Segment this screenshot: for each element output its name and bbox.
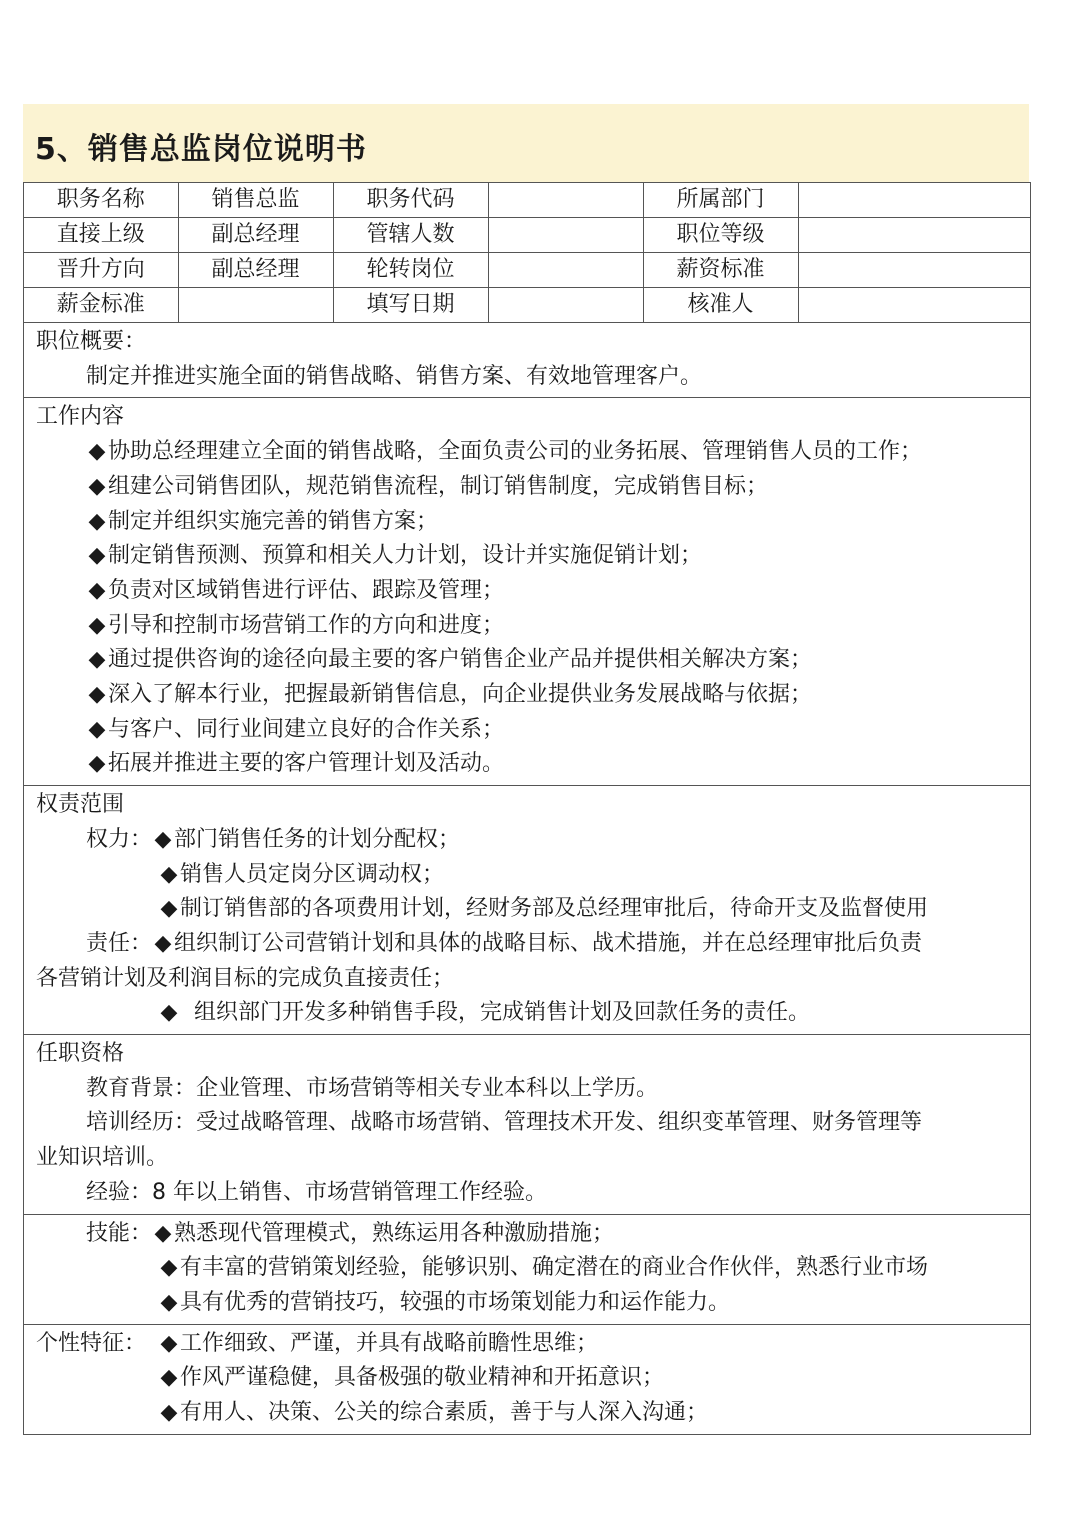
- list-item: ◆ 制定销售预测、预算和相关人力计划，设计并实施促销计划；: [36, 539, 1018, 574]
- page-title: 5、销售总监岗位说明书: [35, 132, 367, 167]
- bullet-icon: ◆: [160, 896, 178, 922]
- skills-section: [24, 1215, 1030, 1325]
- overview-section: [24, 323, 1030, 398]
- section-title: 任职资格: [36, 1041, 125, 1067]
- personality-section: [24, 1325, 1030, 1435]
- field-value: [488, 218, 643, 253]
- list-item: ◆ 有用人、决策、公关的综合素质，善于与人深入沟通；: [36, 1396, 1018, 1431]
- bullet-icon: ◆: [160, 1400, 178, 1426]
- bullet-icon: ◆: [88, 751, 106, 777]
- bullet-icon: ◆: [88, 612, 106, 638]
- field-label: 薪资标准: [643, 253, 798, 288]
- list-item: ◆ 有丰富的营销策划经验，能够识别、确定潜在的商业合作伙伴，熟悉行业市场: [36, 1251, 1018, 1286]
- training-continuation: 业知识培训。: [36, 1145, 169, 1171]
- list-item: ◆ 负责对区域销售进行评估、跟踪及管理；: [36, 574, 1018, 609]
- list-item: ◆ 与客户、同行业间建立良好的合作关系；: [36, 713, 1018, 748]
- field-label: 轮转岗位: [333, 253, 488, 288]
- field-label: 核准人: [643, 288, 798, 323]
- table-row: [24, 218, 1030, 253]
- overview-text: 制定并推进实施全面的销售战略、销售方案、有效地管理客户。: [86, 363, 703, 389]
- training-line: 培训经历：受过战略管理、战略市场营销、管理技术开发、组织变革管理、财务管理等: [86, 1110, 923, 1136]
- field-value: [798, 218, 1030, 253]
- section-title: 工作内容: [36, 404, 125, 430]
- list-item: ◆ 组织部门开发多种销售手段，完成销售计划及回款任务的责任。: [36, 996, 1018, 1031]
- list-item: 个性特征： ◆ 工作细致、严谨，并具有战略前瞻性思维；: [36, 1327, 1018, 1362]
- education-line: 教育背景：企业管理、市场营销等相关专业本科以上学历。: [86, 1075, 659, 1101]
- title-bar: [23, 104, 1029, 182]
- list-item: ◆ 协助总经理建立全面的销售战略，全面负责公司的业务拓展、管理销售人员的工作；: [36, 435, 1018, 470]
- field-label: 薪金标准: [24, 288, 178, 323]
- list-item: ◆ 引导和控制市场营销工作的方向和进度；: [36, 609, 1018, 644]
- bullet-icon: ◆: [88, 543, 106, 569]
- field-value: [798, 253, 1030, 288]
- list-item: ◆ 通过提供咨询的途径向最主要的客户销售企业产品并提供相关解决方案；: [36, 643, 1018, 678]
- bullet-icon: ◆: [160, 861, 178, 887]
- field-label: 晋升方向: [24, 253, 178, 288]
- info-table: [24, 182, 1030, 323]
- job-description-document: [23, 182, 1031, 1435]
- field-label: 职位等级: [643, 218, 798, 253]
- bullet-icon: ◆: [160, 1365, 178, 1391]
- list-item: 责任： ◆ 组织制订公司营销计划和具体的战略目标、战术措施，并在总经理审批后负责: [36, 927, 1018, 962]
- field-label: 管辖人数: [333, 218, 488, 253]
- list-item: ◆ 拓展并推进主要的客户管理计划及活动。: [36, 747, 1018, 782]
- field-value: [798, 288, 1030, 323]
- field-value: 副总经理: [178, 218, 333, 253]
- bullet-icon: ◆: [88, 577, 106, 603]
- skills-label: 技能：: [86, 1220, 153, 1246]
- experience-line: 经验：8 年以上销售、市场营销管理工作经验。: [86, 1179, 547, 1205]
- section-title: 职位概要：: [36, 329, 147, 354]
- field-value: 副总经理: [178, 253, 333, 288]
- field-label: 所属部门: [643, 183, 798, 218]
- field-value: 销售总监: [178, 183, 333, 218]
- bullet-icon: ◆: [160, 1289, 178, 1315]
- list-item: 技能： ◆ 熟悉现代管理模式，熟练运用各种激励措施；: [36, 1217, 1018, 1252]
- power-label: 权力：: [86, 826, 153, 852]
- bullet-icon: ◆: [154, 826, 172, 852]
- bullet-icon: ◆: [154, 930, 172, 956]
- bullet-icon: ◆: [88, 508, 106, 534]
- field-label: 直接上级: [24, 218, 178, 253]
- duty-label: 责任：: [86, 930, 153, 956]
- authority-section: [24, 786, 1030, 1035]
- list-item: 权力： ◆ 部门销售任务的计划分配权；: [36, 823, 1018, 858]
- bullet-icon: ◆: [160, 1255, 178, 1281]
- field-label: 职务名称: [24, 183, 178, 218]
- bullet-icon: ◆: [88, 439, 106, 465]
- bullet-icon: ◆: [160, 1330, 178, 1356]
- field-value: [488, 253, 643, 288]
- table-row: [24, 253, 1030, 288]
- list-item: ◆ 组建公司销售团队，规范销售流程，制订销售制度，完成销售目标；: [36, 470, 1018, 505]
- field-value: [488, 183, 643, 218]
- section-title: 权责范围: [36, 792, 125, 818]
- bullet-icon: ◆: [88, 473, 106, 499]
- qualifications-section: [24, 1035, 1030, 1215]
- table-row: [24, 288, 1030, 323]
- bullet-icon: ◆: [160, 1000, 178, 1026]
- field-label: 职务代码: [333, 183, 488, 218]
- duties-section: [24, 398, 1030, 786]
- list-item: ◆ 具有优秀的营销技巧，较强的市场策划能力和运作能力。: [36, 1286, 1018, 1321]
- list-item-continuation: 各营销计划及利润目标的完成负直接责任；: [36, 965, 455, 991]
- list-item: ◆ 销售人员定岗分区调动权；: [36, 858, 1018, 893]
- field-value: [178, 288, 333, 323]
- personality-label: 个性特征：: [36, 1330, 147, 1356]
- bullet-icon: ◆: [88, 682, 106, 708]
- list-item: ◆ 作风严谨稳健，具备极强的敬业精神和开拓意识；: [36, 1361, 1018, 1396]
- field-value: [798, 183, 1030, 218]
- list-item: ◆ 制定并组织实施完善的销售方案；: [36, 505, 1018, 540]
- table-row: [24, 183, 1030, 218]
- list-item: ◆ 制订销售部的各项费用计划，经财务部及总经理审批后，待命开支及监督使用: [36, 892, 1018, 927]
- list-item: ◆ 深入了解本行业，把握最新销售信息，向企业提供业务发展战略与依据；: [36, 678, 1018, 713]
- bullet-icon: ◆: [88, 716, 106, 742]
- field-label: 填写日期: [333, 288, 488, 323]
- bullet-icon: ◆: [88, 647, 106, 673]
- field-value: [488, 288, 643, 323]
- bullet-icon: ◆: [154, 1220, 172, 1246]
